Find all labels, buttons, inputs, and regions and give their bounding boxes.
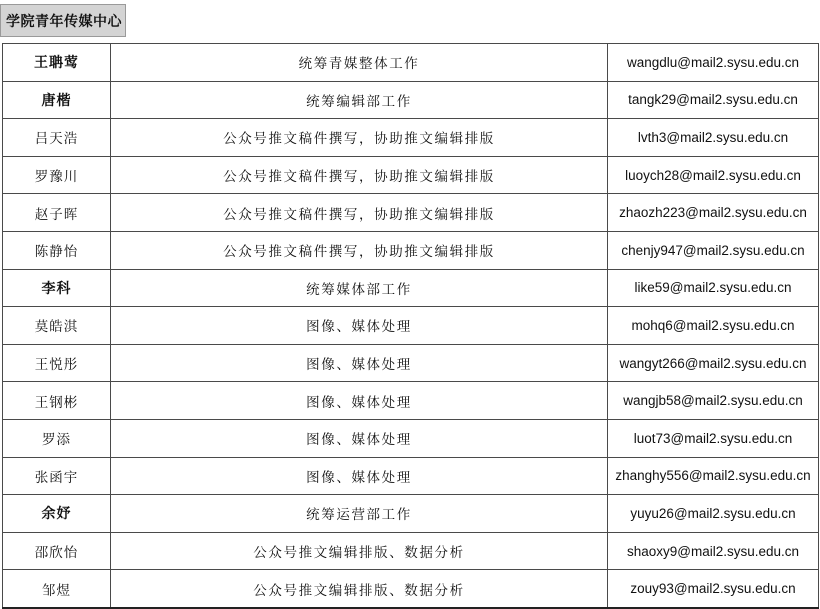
member-name: 赵子晖	[3, 194, 111, 232]
member-name: 李科	[3, 269, 111, 307]
member-email: wangjb58@mail2.sysu.edu.cn	[608, 382, 819, 420]
member-email: luot73@mail2.sysu.edu.cn	[608, 419, 819, 457]
member-name: 余妤	[3, 495, 111, 533]
table-row	[3, 269, 819, 307]
member-name: 莫皓淇	[3, 307, 111, 345]
member-name: 陈静怡	[3, 231, 111, 269]
member-email: zhaozh223@mail2.sysu.edu.cn	[608, 194, 819, 232]
member-email: wangyt266@mail2.sysu.edu.cn	[608, 344, 819, 382]
table-row	[3, 81, 819, 119]
table-row	[3, 419, 819, 457]
member-name: 邹煜	[3, 570, 111, 608]
member-name: 张函宇	[3, 457, 111, 495]
member-duty: 公众号推文稿件撰写，协助推文编辑排版	[111, 231, 608, 269]
member-email: shaoxy9@mail2.sysu.edu.cn	[608, 532, 819, 570]
member-email: lvth3@mail2.sysu.edu.cn	[608, 119, 819, 157]
table-row	[3, 344, 819, 382]
table-row	[3, 44, 819, 82]
member-name: 唐楷	[3, 81, 111, 119]
member-email: luoych28@mail2.sysu.edu.cn	[608, 156, 819, 194]
member-duty: 图像、媒体处理	[111, 419, 608, 457]
member-duty: 统筹编辑部工作	[111, 81, 608, 119]
member-email: wangdlu@mail2.sysu.edu.cn	[608, 44, 819, 82]
member-duty: 公众号推文稿件撰写，协助推文编辑排版	[111, 119, 608, 157]
table-row	[3, 532, 819, 570]
member-table	[2, 43, 819, 609]
member-email: mohq6@mail2.sysu.edu.cn	[608, 307, 819, 345]
member-duty: 统筹青媒整体工作	[111, 44, 608, 82]
table-row	[3, 495, 819, 533]
table-row	[3, 382, 819, 420]
member-name: 罗豫川	[3, 156, 111, 194]
member-name: 罗添	[3, 419, 111, 457]
table-row	[3, 457, 819, 495]
table-row	[3, 194, 819, 232]
table-row	[3, 119, 819, 157]
member-duty: 公众号推文稿件撰写，协助推文编辑排版	[111, 194, 608, 232]
member-name: 王聃莺	[3, 44, 111, 82]
member-duty: 公众号推文稿件撰写，协助推文编辑排版	[111, 156, 608, 194]
member-email: tangk29@mail2.sysu.edu.cn	[608, 81, 819, 119]
table-row	[3, 307, 819, 345]
member-name: 王钢彬	[3, 382, 111, 420]
member-email: like59@mail2.sysu.edu.cn	[608, 269, 819, 307]
member-duty: 公众号推文编辑排版、数据分析	[111, 570, 608, 608]
member-duty: 图像、媒体处理	[111, 344, 608, 382]
member-duty: 统筹媒体部工作	[111, 269, 608, 307]
member-table-body	[3, 44, 819, 608]
member-email: zhanghy556@mail2.sysu.edu.cn	[608, 457, 819, 495]
member-duty: 公众号推文编辑排版、数据分析	[111, 532, 608, 570]
member-email: zouy93@mail2.sysu.edu.cn	[608, 570, 819, 608]
table-row	[3, 231, 819, 269]
member-name: 吕天浩	[3, 119, 111, 157]
member-name: 邵欣怡	[3, 532, 111, 570]
table-row	[3, 156, 819, 194]
member-name: 王悦彤	[3, 344, 111, 382]
section-title: 学院青年传媒中心	[0, 4, 126, 37]
member-duty: 图像、媒体处理	[111, 307, 608, 345]
member-duty: 统筹运营部工作	[111, 495, 608, 533]
member-duty: 图像、媒体处理	[111, 382, 608, 420]
member-email: yuyu26@mail2.sysu.edu.cn	[608, 495, 819, 533]
member-email: chenjy947@mail2.sysu.edu.cn	[608, 231, 819, 269]
member-duty: 图像、媒体处理	[111, 457, 608, 495]
table-row	[3, 570, 819, 608]
